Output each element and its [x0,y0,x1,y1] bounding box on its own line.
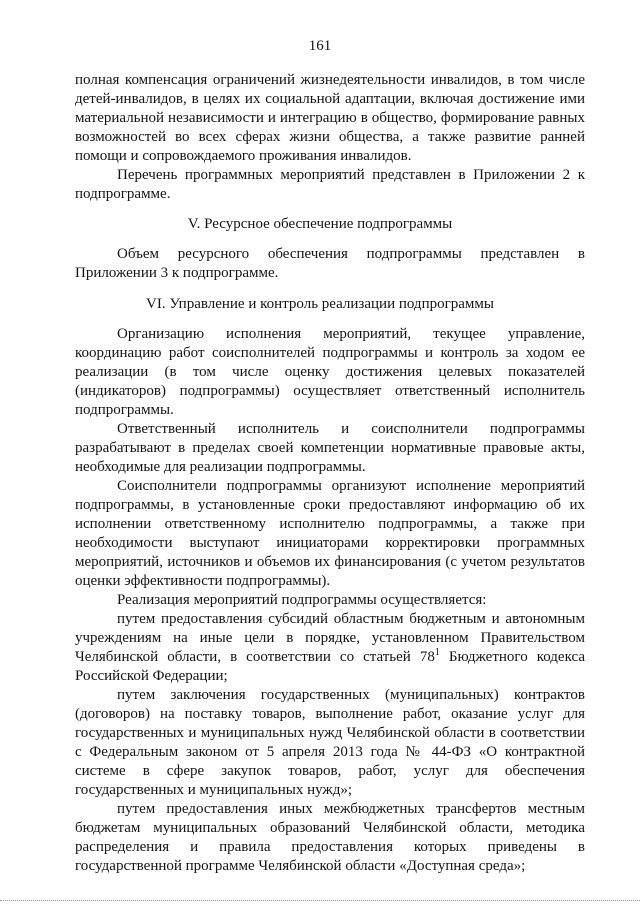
text-line: путем предоставления субсидий областным бюджетным и автономным [117,611,585,627]
text-line: (договоров) на поставку товаров, выполнение работ, оказание услуг для [75,706,585,722]
text-line: реализации (в том числе оценку достижения целевых показателей [75,364,585,380]
text-line: мероприятий, источников и объемов их финансирования (с учетом результатов [75,554,585,570]
text-line: государственной программе Челябинской области «Доступная среда»; [75,858,526,874]
text-line: Российской Федерации; [75,668,228,684]
text-line: Реализация мероприятий подпрограммы осуществляется: [117,592,487,608]
text-line: подпрограммы. [75,402,174,418]
text-line: путем заключения государственных (муниципальных) контрактов [117,687,585,703]
text-line: помощи и сопровождаемого проживания инвалидов. [75,148,412,164]
text-line: подпрограммы, в установленные сроки предоставляют информацию об их [75,497,585,513]
text-line: необходимости выступают инициаторами корректировки программных [75,535,585,551]
text-fragment: Челябинской области, в соответствии со статьей 78 [75,649,435,665]
text-line: материальной независимости и интеграцию в общество, формирование равных [75,110,585,126]
text-line: Перечень программных мероприятий представлен в Приложении 2 к [117,167,585,183]
text-line: системе в сфере закупок товаров, работ, услуг для обеспечения [75,763,585,779]
text-line: Приложении 3 к подпрограмме. [75,265,279,281]
text-line: Организацию исполнения мероприятий, текущее управление, [117,326,585,342]
text-line: Ответственный исполнитель и соисполнители подпрограммы [117,421,585,437]
text-line: подпрограмме. [75,186,171,202]
text-line: Соисполнители подпрограммы организуют исполнение мероприятий [117,478,585,494]
text-line: полная компенсация ограничений жизнедеятельности инвалидов, в том числе [75,72,585,88]
text-line: Объем ресурсного обеспечения подпрограммы представлен в [117,246,585,262]
text-line: бюджетам муниципальных образований Челябинской области, методика [75,820,585,836]
text-line: государственных и муниципальных нужд»; [75,782,353,798]
text-fragment: Бюджетного кодекса [439,649,585,665]
page-bottom-rule [0,900,640,901]
text-line: координацию работ соисполнителей подпрограммы и контроль за ходом ее [75,345,585,361]
text-line: разрабатывают в пределах своей компетенции нормативные правовые акты, [75,440,585,456]
section-heading-management: VI. Управление и контроль реализации подпрограммы [146,296,494,312]
text-line: путем предоставления иных межбюджетных трансфертов местным [117,801,585,817]
text-line [75,648,585,666]
text-line: оценки эффективности подпрограммы). [75,573,331,589]
text-line: возможностей во всех сферах жизни общества, а также развитие ранней [75,129,585,145]
text-line: исполнении ответственному исполнителю подпрограммы, а также при [75,516,585,532]
text-line: с Федеральным законом от 5 апреля 2013 года № 44-ФЗ «О контрактной [75,744,585,760]
section-heading-resources: V. Ресурсное обеспечение подпрограммы [187,216,453,232]
text-line: детей-инвалидов, в целях их социальной адаптации, включая достижение ими [75,91,585,107]
text-line: распределения и правила предоставления которых приведены в [75,839,585,855]
page-number: 161 [308,38,332,54]
superscript: 1 [434,648,440,658]
text-line: (индикаторов) подпрограммы) осуществляет ответственный исполнитель [75,383,585,399]
text-line: учреждениям на иные цели в порядке, установленном Правительством [75,630,585,646]
text-line: необходимые для реализации подпрограммы. [75,459,366,475]
text-line: государственных и муниципальных нужд Челябинской области в соответствии [75,725,585,741]
